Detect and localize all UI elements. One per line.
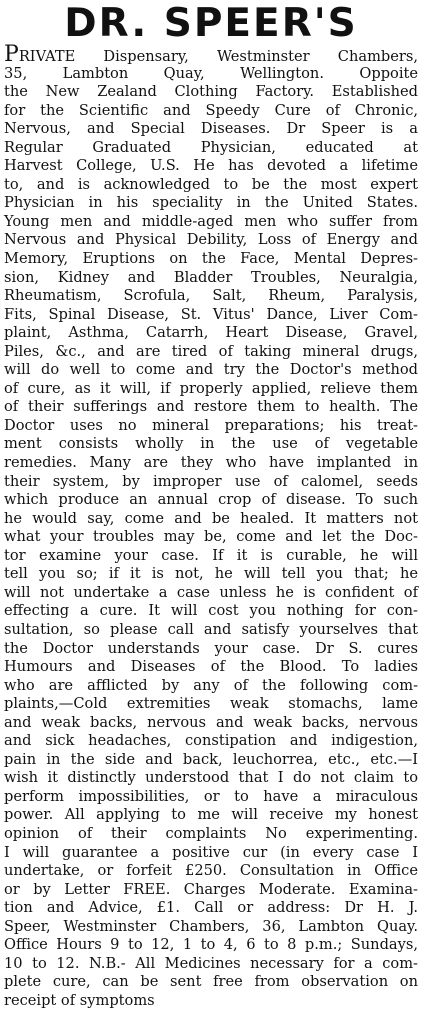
advert-body bbox=[4, 42, 418, 1010]
body-line: Nervous, and Special Diseases. Dr Speer is a bbox=[4, 120, 418, 138]
body-line: of cure, as it will, if properly applied, relieve them bbox=[4, 379, 418, 397]
advert-title: DR. SPEER'S bbox=[64, 1, 358, 46]
body-line: plaint, Asthma, Catarrh, Heart Disease, Gravel, bbox=[4, 324, 418, 342]
body-line: Fits, Spinal Disease, St. Vitus' Dance, Liver Com- bbox=[4, 305, 418, 323]
body-line: Doctor uses no mineral preparations; his treat- bbox=[4, 416, 418, 434]
drop-cap: P bbox=[4, 42, 19, 67]
body-line: 35, Lambton Quay, Wellington. Oppoite bbox=[4, 64, 418, 82]
body-line: I will guarantee a positive cur (in every case I bbox=[4, 843, 418, 861]
body-line: sultation, so please call and satisfy yourselves that bbox=[4, 620, 418, 638]
body-line: opinion of their complaints No experimenting. bbox=[4, 824, 418, 842]
body-line: 10 to 12. N.B.- All Medicines necessary for a com- bbox=[4, 954, 418, 972]
body-line: undertake, or forfeit £250. Consultation in Office bbox=[4, 862, 418, 880]
body-line: tell you so; if it is not, he will tell you that; he bbox=[4, 565, 418, 583]
body-line: which produce an annual crop of disease. To such bbox=[4, 491, 418, 509]
body-line: will not undertake a case unless he is confident of bbox=[4, 583, 418, 601]
body-line: wish it distinctly understood that I do not claim to bbox=[4, 769, 418, 787]
body-line: their system, by improper use of calomel, seeds bbox=[4, 472, 418, 490]
body-line: plaints,—Cold extremities weak stomachs, lame bbox=[4, 695, 418, 713]
body-line: sion, Kidney and Bladder Troubles, Neuralgia, bbox=[4, 268, 418, 286]
body-line: ment consists wholly in the use of vegetable bbox=[4, 435, 418, 453]
body-line: Rheumatism, Scrofula, Salt, Rheum, Paralysis, bbox=[4, 287, 418, 305]
body-line: power. All applying to me will receive my honest bbox=[4, 806, 418, 824]
body-line: he would say, come and be healed. It matters not bbox=[4, 509, 418, 527]
body-line: the New Zealand Clothing Factory. Established bbox=[4, 83, 418, 101]
body-line: Regular Graduated Physician, educated at bbox=[4, 138, 418, 156]
body-line: remedies. Many are they who have implanted in bbox=[4, 454, 418, 472]
body-line: for the Scientific and Speedy Cure of Chronic, bbox=[4, 101, 418, 119]
body-line: Office Hours 9 to 12, 1 to 4, 6 to 8 p.m.; Sundays, bbox=[4, 936, 418, 954]
body-line: and weak backs, nervous and weak backs, nervous bbox=[4, 713, 418, 731]
body-line: will do well to come and try the Doctor's method bbox=[4, 361, 418, 379]
body-line: receipt of symptoms bbox=[4, 991, 155, 1009]
body-line: of their sufferings and restore them to health. The bbox=[4, 398, 418, 416]
body-line: and sick headaches, constipation and indigestion, bbox=[4, 732, 418, 750]
body-line: plete cure, can be sent free from observation on bbox=[4, 973, 418, 991]
body-line: Physician in his speciality in the United States. bbox=[4, 194, 418, 212]
body-line: who are afflicted by any of the following com- bbox=[4, 676, 418, 694]
body-line: perform impossibilities, or to have a miraculous bbox=[4, 787, 418, 805]
body-line-text: RIVATE Dispensary, Westminster Chambers, bbox=[18, 48, 418, 65]
body-line: tor examine your case. If it is curable, he will bbox=[4, 546, 418, 564]
body-line: pain in the side and back, leuchorrea, etc., etc.—I bbox=[4, 750, 418, 768]
body-line bbox=[4, 42, 418, 67]
body-line: Piles, &c., and are tired of taking mineral drugs, bbox=[4, 342, 418, 360]
body-line: effecting a cure. It will cost you nothing for con- bbox=[4, 602, 418, 620]
body-line: Harvest College, U.S. He has devoted a lifetime bbox=[4, 157, 418, 175]
body-line: Young men and middle-aged men who suffer from bbox=[4, 212, 418, 230]
body-line: Nervous and Physical Debility, Loss of Energy and bbox=[4, 231, 418, 249]
body-line: to, and is acknowledged to be the most expert bbox=[4, 175, 418, 193]
body-line: what your troubles may be, come and let the Doc- bbox=[4, 528, 418, 546]
body-line: Humours and Diseases of the Blood. To ladies bbox=[4, 658, 418, 676]
body-line: Memory, Eruptions on the Face, Mental Depres- bbox=[4, 250, 418, 268]
body-line: the Doctor understands your case. Dr S. cures bbox=[4, 639, 418, 657]
body-line: Speer, Westminster Chambers, 36, Lambton Quay. bbox=[4, 917, 418, 935]
body-line: tion and Advice, £1. Call or address: Dr H. J. bbox=[4, 899, 418, 917]
body-line: or by Letter FREE. Charges Moderate. Examina- bbox=[4, 880, 418, 898]
